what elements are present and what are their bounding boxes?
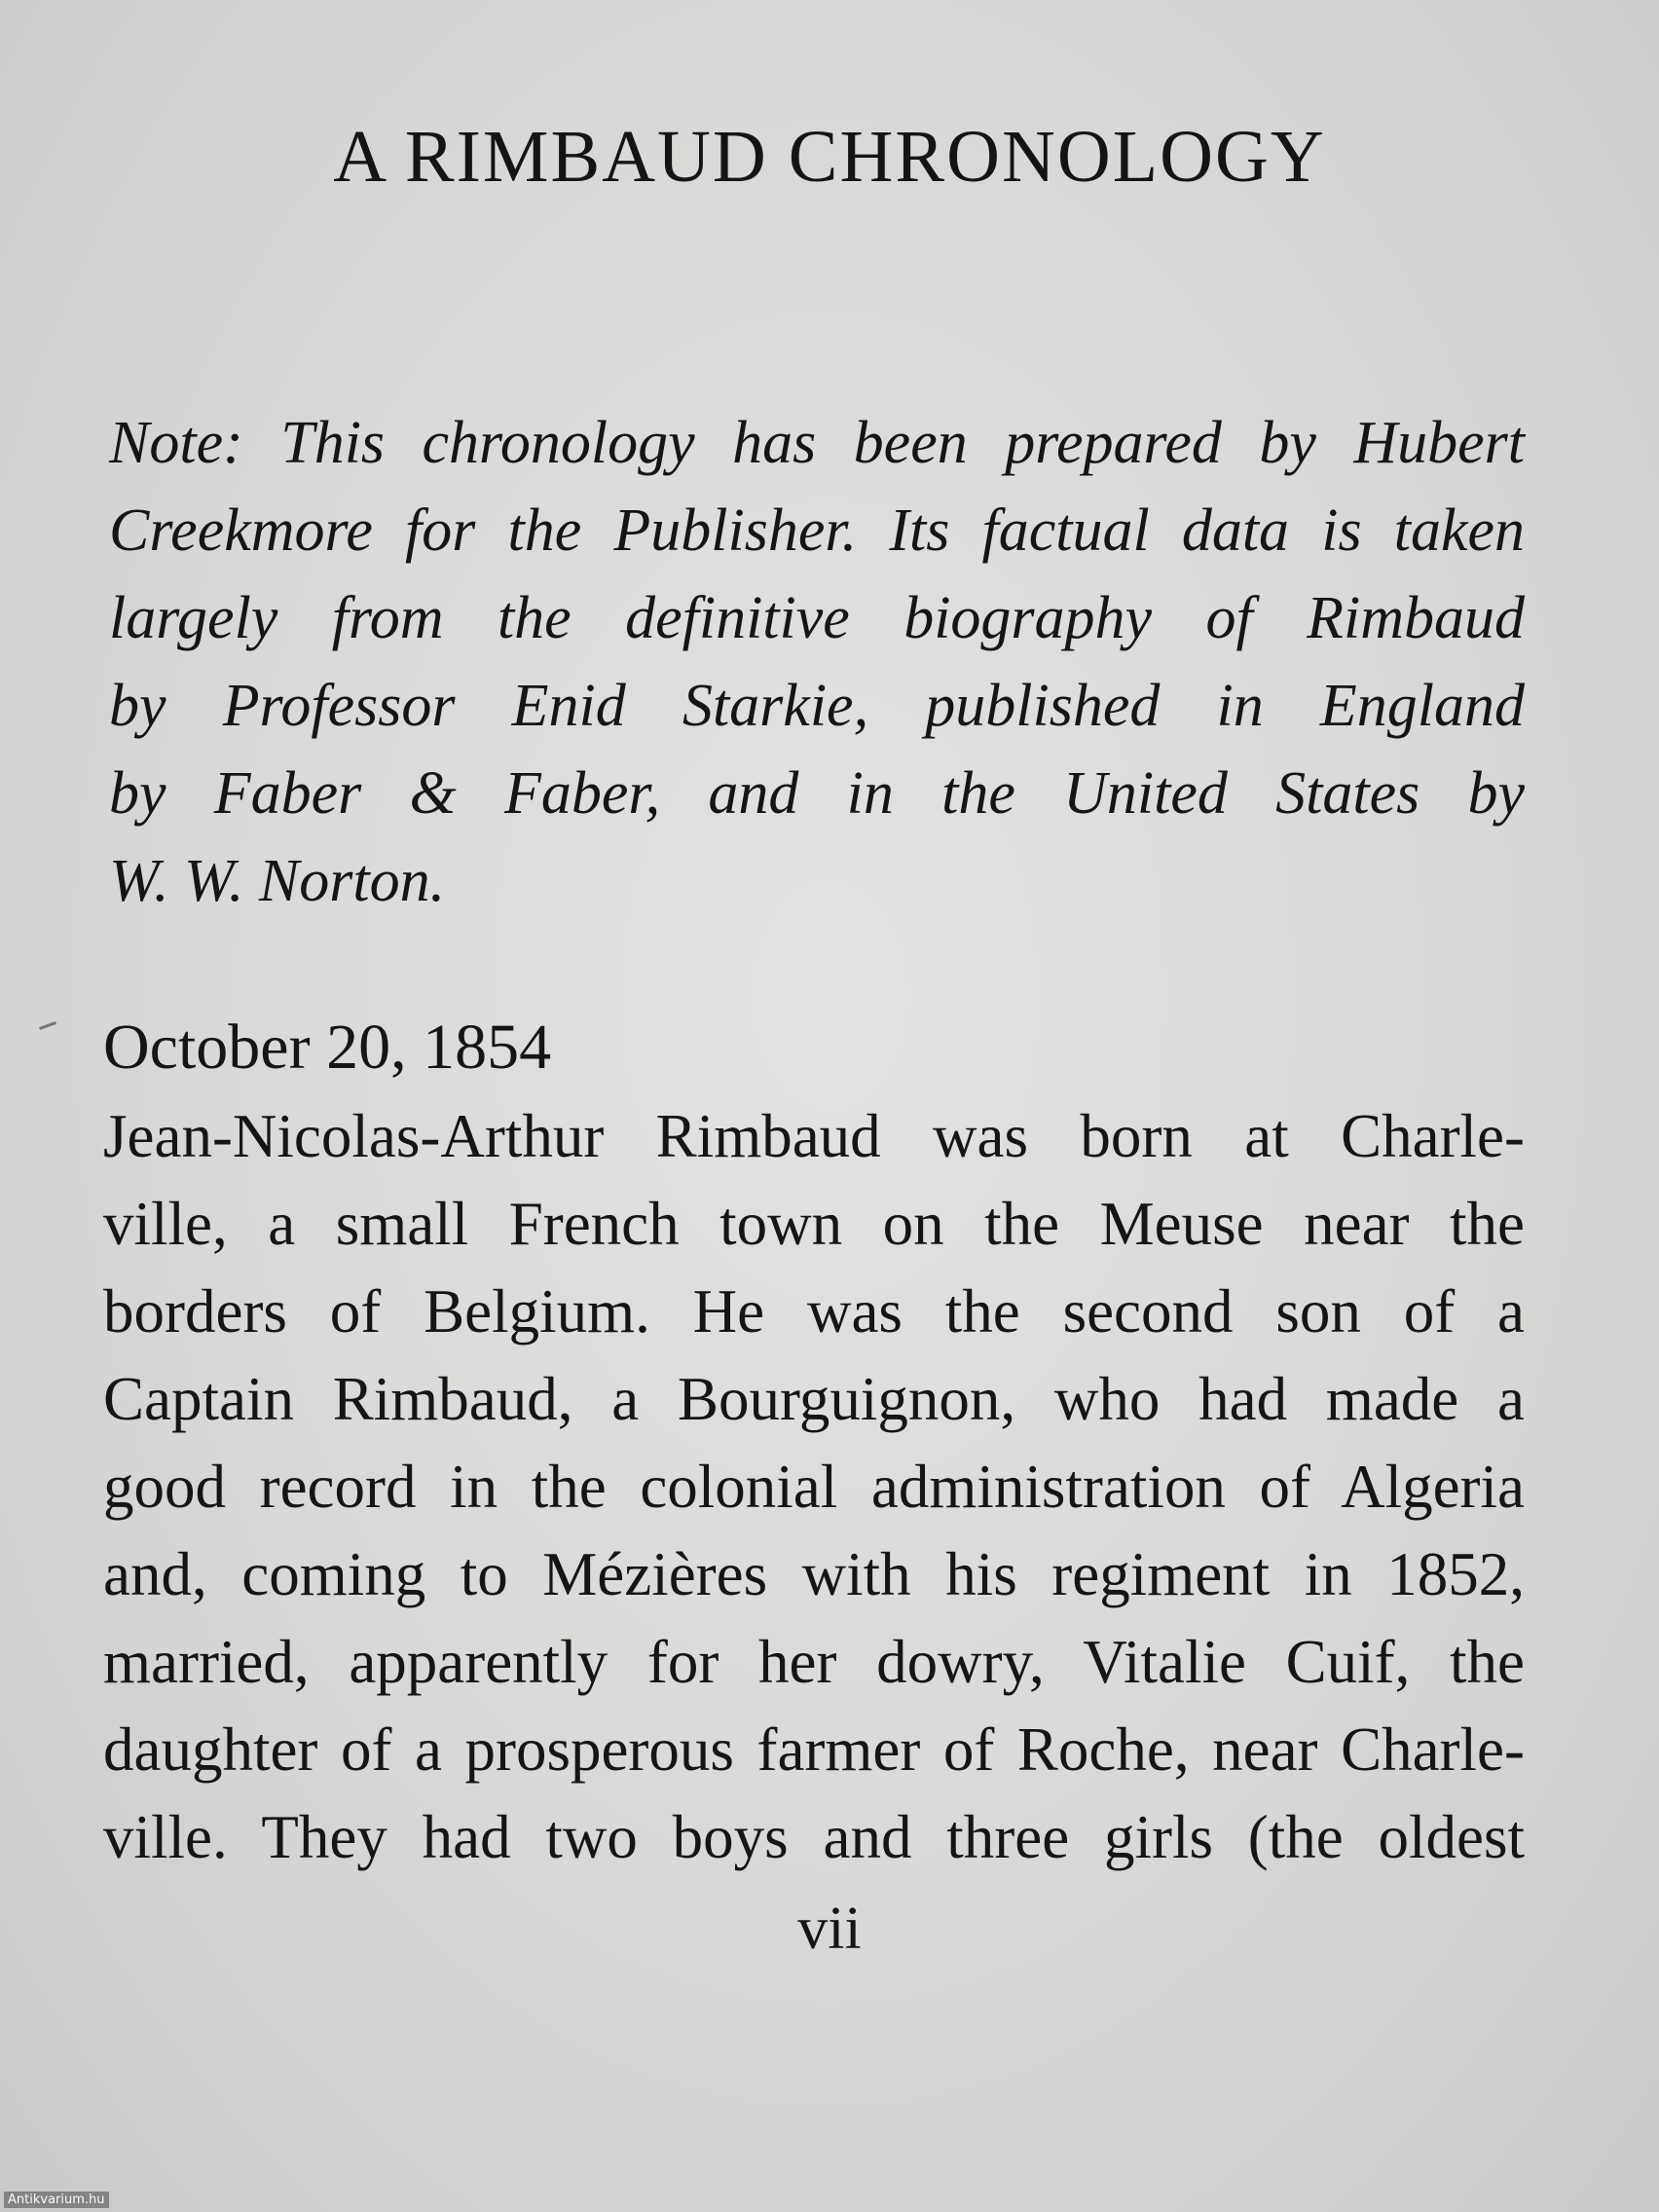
note-line: largely from the definitive biography of Rimbaud	[109, 585, 1525, 651]
entry-line: daughter of a prosperous farmer of Roche, near Charle-	[103, 1715, 1525, 1784]
entry-line: borders of Belgium. He was the second son of a	[103, 1277, 1525, 1346]
entry-line: good record in the colonial administration of Algeria	[103, 1453, 1525, 1521]
entry-line: ville. They had two boys and three girls (the oldest	[103, 1803, 1525, 1871]
note-line: Creekmore for the Publisher. Its factual data is taken	[109, 498, 1525, 564]
entry-line: ville, a small French town on the Meuse near the	[103, 1190, 1525, 1258]
entry-line: Captain Rimbaud, a Bourguignon, who had made a	[103, 1365, 1525, 1433]
watermark: Antikvarium.hu	[4, 2192, 109, 2208]
note-line: Note: This chronology has been prepared by Hubert	[109, 410, 1525, 476]
entry-line: and, coming to Mézières with his regiment in 1852,	[103, 1540, 1525, 1608]
entry-date: October 20, 1854	[103, 1012, 552, 1083]
entry-line: married, apparently for her dowry, Vitalie Cuif, the	[103, 1628, 1525, 1696]
entry-line: Jean-Nicolas-Arthur Rimbaud was born at Charle-	[103, 1102, 1525, 1170]
note-line: W. W. Norton.	[109, 848, 446, 914]
chapter-title: A RIMBAUD CHRONOLOGY	[333, 116, 1326, 198]
note-line: by Faber & Faber, and in the United States by	[109, 760, 1525, 827]
page-number: vii	[797, 1896, 862, 1962]
margin-mark	[39, 1021, 56, 1030]
note-line: by Professor Enid Starkie, published in England	[109, 673, 1525, 739]
